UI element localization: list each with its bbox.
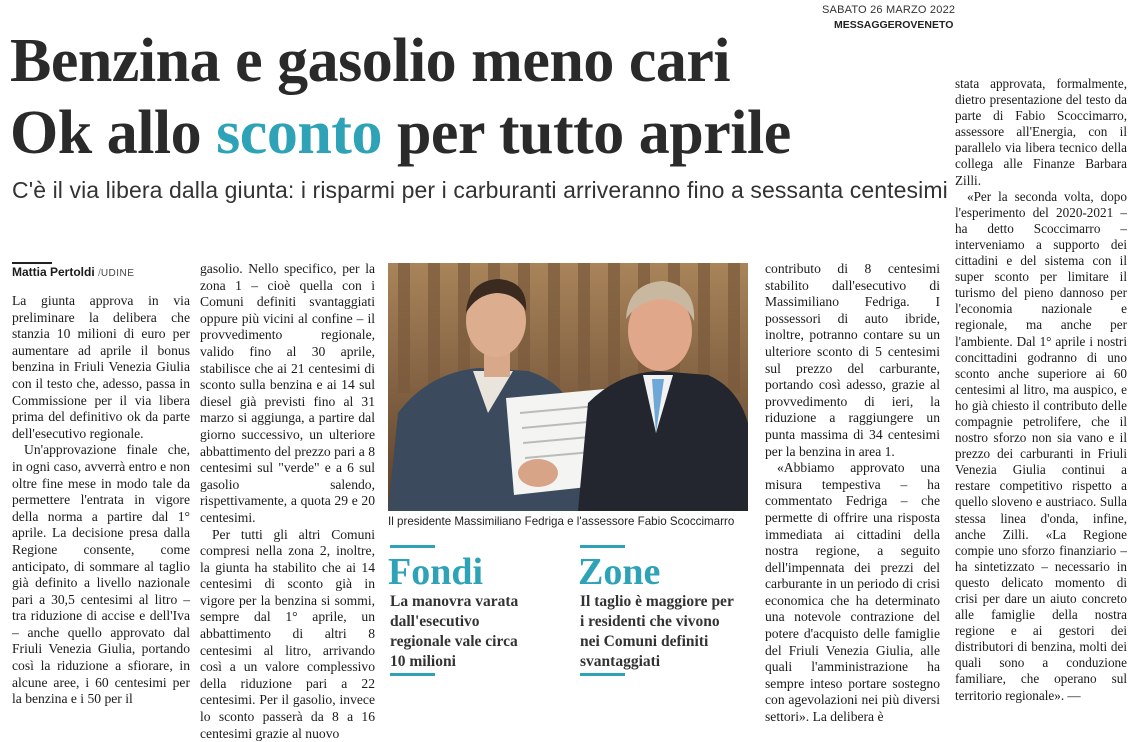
article-paragraph: «Abbiamo approvato una misura tempestiva – ha commentato Fedriga – che permette di offrire una risposta immediata ai cittadini della nostra regione, a seguito dell'impennata dei prezzi del carburante in un periodo di crisi economica che ha determinato una notevole contrazione del potere d'acquisto delle famiglie del Friuli Venezia Giulia, alle quali l'amministrazione ha sempre inteso portare sostegno con agevolazioni nei più diversi settori». La delibera è (765, 460, 940, 726)
fondi-title: Fondi (388, 552, 483, 592)
zone-title: Zone (578, 552, 660, 592)
headline-line-1: Benzina e gasolio meno cari (10, 28, 730, 94)
photo-caption: Il presidente Massimiliano Fedriga e l'assessore Fabio Scoccimarro (388, 515, 734, 528)
article-column-2 (200, 261, 375, 742)
fondi-bottom-rule (390, 673, 435, 676)
headline-accent-word: sconto (216, 99, 382, 167)
byline (12, 265, 134, 279)
zone-bottom-rule (580, 673, 625, 676)
subtitle: C'è il via libera dalla giunta: i risparmi per i carburanti arriveranno fino a sessanta centesimi (12, 177, 948, 204)
article-column-3 (765, 261, 940, 726)
headline-line-2 (10, 100, 791, 166)
article-paragraph: gasolio. Nello specifico, per la zona 1 – cioè quella con i Comuni definiti svantaggiati oppure più vicini al confine – il provvedimento regionale, valido fino al 30 aprile, stabilisce che ai 21 centesimi di sconto sulla benzina e ai 14 sul diesel già previsti fino al 31 marzo si aggiunga, a partire dal giorno successivo, un ulteriore abbattimento del prezzo pari a 8 centesimi sul "verde" e a 6 sul gasolio salendo, rispettivamente, a quota 29 e 20 centesimi. (200, 261, 375, 527)
newspaper-name: MESSAGGEROVENETO (834, 19, 953, 31)
article-paragraph: stata approvata, formalmente, dietro presentazione del testo da parte di Fabio Scoccimarro, assessore all'Energia, con il parallelo via libera tecnico della collega alle Finanze Barbara Zilli. (955, 76, 1127, 189)
article-column-1 (12, 293, 190, 708)
article-paragraph: La giunta approva in via preliminare la delibera che stanzia 10 milioni di euro per aumentare ad aprile il bonus benzina in Friuli Venezia Giulia con il testo che, adesso, passa in Commissione per il via libera prima del definitivo ok da parte dell'esecutivo regionale. (12, 293, 190, 442)
photo-illustration (388, 263, 748, 511)
article-paragraph: «Per la seconda volta, dopo l'esperimento del 2020-2021 – ha detto Scoccimarro – interveniamo a supporto dei cittadini e del sistema con il super sconto per limitare il turismo del pieno dannoso per l'economia nazionale e regionale, ma anche per l'ambiente. Dal 1° aprile i nostri concittadini godranno di uno sconto anche superiore ai 60 centesimi al litro, ma auspico, e ho già chiesto il contributo delle compagnie petrolifere, che il nostro sforzo non sia vano e il prezzo dei carburanti in Friuli Venezia Giulia continui a restare competitivo rispetto a quello sloveno e austriaco. Sulla stessa linea d'onda, infine, anche Zilli. «La Regione compie uno sforzo finanziario – ha sintetizzato – necessario in questo delicato momento di crisi per dare un aiuto concreto alle famiglie della nostra regione e ai gestori dei distributori di benzina, molti dei quali sono a conduzione familiare, che operano sul territorio regionale». — (955, 189, 1127, 704)
headline-line-2-end: per tutto aprile (382, 99, 791, 167)
article-column-4 (955, 76, 1127, 704)
fondi-rule (390, 545, 435, 548)
byline-rule (12, 262, 52, 264)
zone-text: Il taglio è maggiore per i residenti che vivono nei Comuni definiti svantaggiati (580, 592, 738, 672)
article-paragraph: Un'approvazione finale che, in ogni caso, avverrà entro e non oltre fine mese in modo tale da permettere l'entrata in vigore della norma a partire dal 1° aprile. La decisione presa dalla Regione consente, come anticipato, di sommare al taglio già definito a livello nazionale pari a 30,5 centesimi al litro – tra riduzione di accise e dell'Iva – anche quello approvato dal Friuli Venezia Giulia, portando così la riduzione a sfiorare, in alcune aree, i 60 centesimi per la benzina e i 50 per il (12, 442, 190, 708)
article-paragraph: Per tutti gli altri Comuni compresi nella zona 2, inoltre, la giunta ha stabilito che ai 14 centesimi di sconto già in vigore per la benzina si sommi, sempre dal 1° aprile, un abbattimento di altri 8 centesimi al litro, arrivando così a un valore complessivo della riduzione pari a 22 centesimi. Per il gasolio, invece lo sconto passerà da 8 a 16 centesimi grazie al nuovo (200, 527, 375, 742)
zone-rule (580, 545, 625, 548)
article-photo (388, 263, 748, 511)
author-name: Mattia Pertoldi (12, 265, 95, 279)
article-paragraph: contributo di 8 centesimi stabilito dall'esecutivo di Massimiliano Fedriga. I possessori di auto ibride, inoltre, potranno contare su un ulteriore sconto di 5 centesimi sul prezzo del carburante, portando così adesso, grazie al provvedimento di ieri, la riduzione a raggiungere un punta massima di 34 centesimi per la benzina in area 1. (765, 261, 940, 460)
fondi-text: La manovra varata dall'esecutivo regionale vale circa 10 milioni (390, 592, 530, 672)
byline-separator: / (98, 268, 101, 279)
headline-line-2-start: Ok allo (10, 99, 216, 167)
byline-location: UDINE (101, 268, 135, 279)
issue-date: SABATO 26 MARZO 2022 (822, 4, 955, 16)
